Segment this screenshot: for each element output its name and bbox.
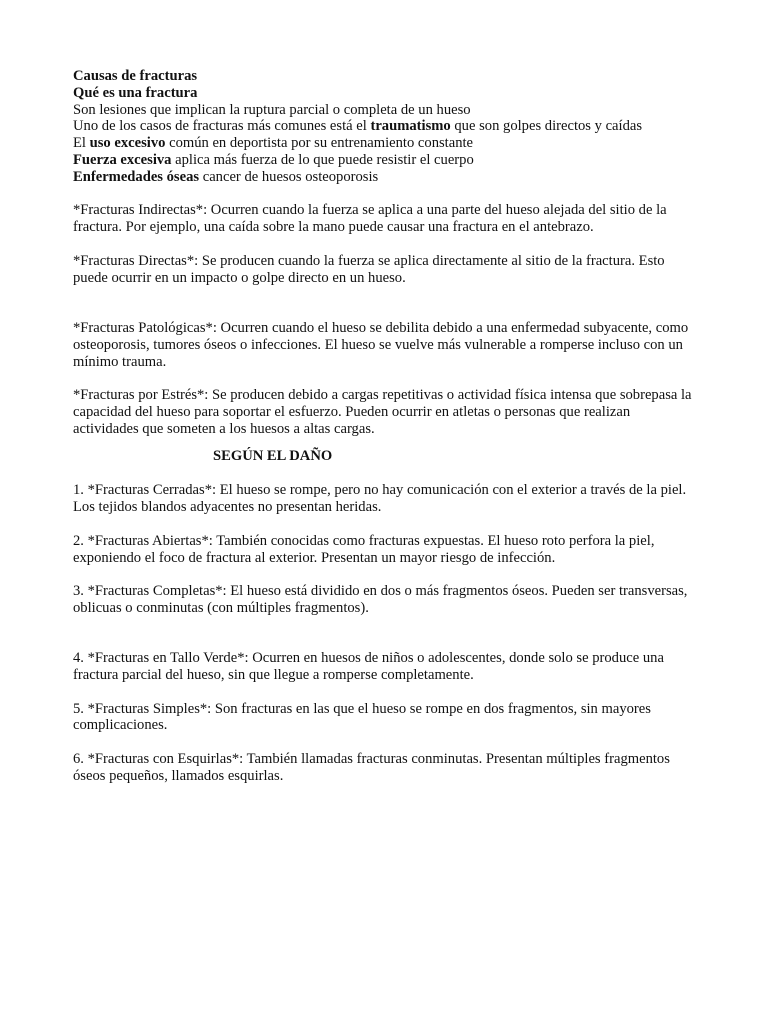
- list-item-fracturas-esquirlas: 6. *Fracturas con Esquirlas*: También llamadas fracturas conminutas. Presentan múltiples fragmentos óseos pequeños, llamados esquirlas.: [73, 751, 670, 784]
- cause-enfermedades-oseas: Enfermedades óseas cancer de huesos osteoporosis: [73, 168, 379, 185]
- list-item-fracturas-abiertas: 2. *Fracturas Abiertas*: También conocidas como fracturas expuestas. El hueso roto perfora la piel, exponiendo el foco de fractura al exterior. Presentan un mayor riesgo de infección.: [73, 532, 655, 566]
- list-item-fracturas-completas: 3. *Fracturas Completas*: El hueso está dividido en dos o más fragmentos óseos. Pueden ser transversas, oblicuas o conminutas (con múltiples fragmentos).: [73, 583, 688, 616]
- spacer: [73, 438, 698, 448]
- paragraph-fracturas-directas: *Fracturas Directas*: Se producen cuando la fuerza se aplica directamente al sitio de la fractura. Esto puede ocurrir en un impacto o golpe directo en un hueso.: [73, 252, 665, 286]
- list-item-fracturas-cerradas: 1. *Fracturas Cerradas*: El hueso se rompe, pero no hay comunicación con el exterior a través de la piel. Los tejidos blandos adyacentes no presentan heridas.: [73, 482, 687, 516]
- definition-text: Son lesiones que implican la ruptura parcial o completa de un hueso: [73, 101, 471, 118]
- spacer: [73, 370, 698, 387]
- section-heading-segun-el-dano: SEGÚN EL DAÑO: [213, 447, 333, 464]
- spacer: [73, 516, 698, 533]
- list-item-fracturas-tallo-verde: 4. *Fracturas en Tallo Verde*: Ocurren en huesos de niños o adolescentes, donde solo se produce una fractura parcial del hueso, sin que llegue a romperse completamente.: [73, 650, 664, 684]
- spacer: [73, 684, 698, 701]
- spacer: [73, 236, 698, 253]
- cause-traumatismo: Uno de los casos de fracturas más comunes está el traumatismo que son golpes directos y caídas: [73, 118, 643, 135]
- document-title: Causas de fracturas: [73, 68, 198, 84]
- paragraph-fracturas-patologicas: *Fracturas Patológicas*: Ocurren cuando el hueso se debilita debido a una enfermedad subyacente, como osteoporosis, tumores óseos o infecciones. El hueso se vuelve más vulnerable a romperse incluso con un mínimo trauma.: [73, 319, 689, 370]
- paragraph-fracturas-estres: *Fracturas por Estrés*: Se producen debido a cargas repetitivas o actividad física intensa que sobrepasa la capacidad del hueso para soportar el esfuerzo. Pueden ocurrir en atletas o personas que realizan actividades que someten a los huesos a altas cargas.: [73, 387, 692, 437]
- spacer: [73, 464, 698, 482]
- spacer: [73, 617, 698, 651]
- section-heading-que-es: Qué es una fractura: [73, 84, 198, 101]
- cause-uso-excesivo: El uso excesivo común en deportista por su entrenamiento constante: [73, 135, 474, 152]
- spacer: [73, 566, 698, 583]
- paragraph-fracturas-indirectas: *Fracturas Indirectas*: Ocurren cuando la fuerza se aplica a una parte del hueso alejada del sitio de la fractura. Por ejemplo, una caída sobre la mano puede causar una fractura en el antebrazo.: [73, 202, 667, 236]
- list-item-fracturas-simples: 5. *Fracturas Simples*: Son fracturas en las que el hueso se rompe en dos fragmentos, sin mayores complicaciones.: [73, 700, 651, 734]
- cause-fuerza-excesiva: Fuerza excesiva aplica más fuerza de lo que puede resistir el cuerpo: [73, 151, 474, 168]
- spacer: [73, 734, 698, 751]
- spacer: [73, 186, 698, 203]
- spacer: [73, 286, 698, 320]
